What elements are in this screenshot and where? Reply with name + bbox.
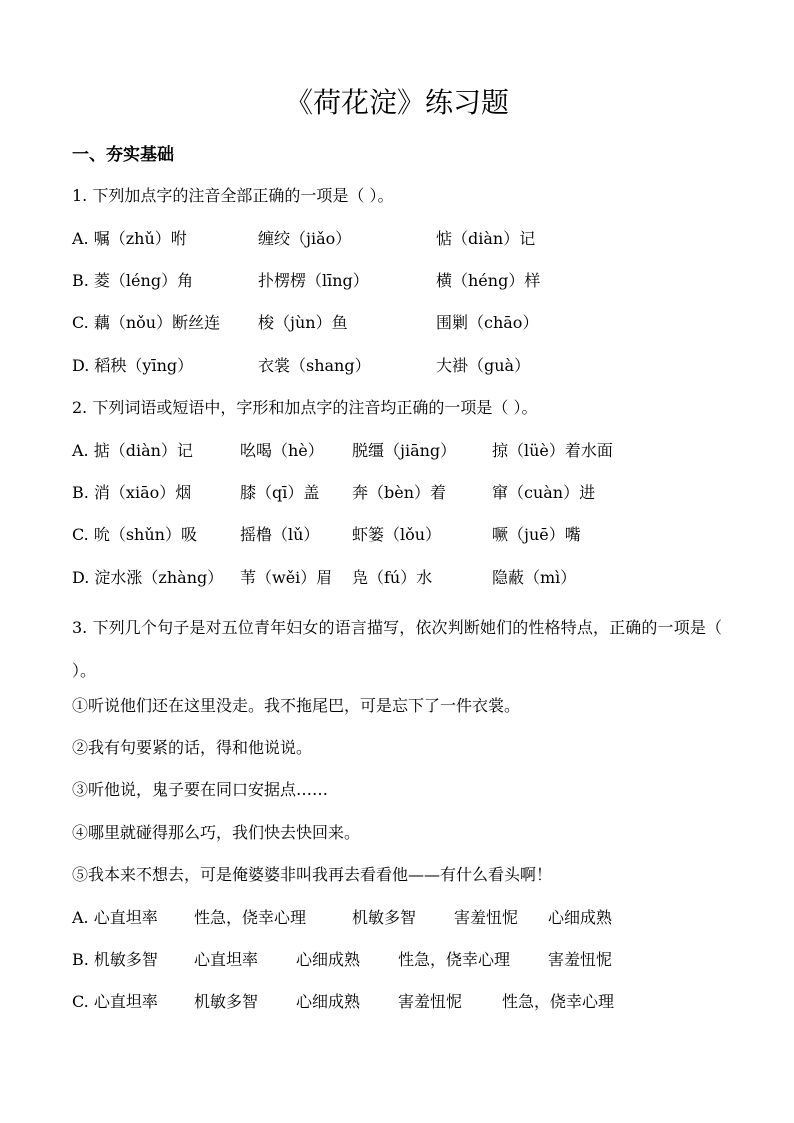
- question-3-sentence-1: ①听说他们还在这里没走。我不拖尾巴，可是忘下了一件衣裳。: [72, 696, 521, 715]
- option-item: D. 淀水涨（zhàng）: [72, 568, 224, 587]
- option-item: 害羞忸怩: [398, 992, 463, 1011]
- question-3-sentence-5: ⑤我本来不想去，可是俺婆婆非叫我再去看看他——有什么看头啊！: [72, 865, 553, 884]
- option-item: 凫（fú）水: [352, 568, 433, 587]
- option-item: 衣裳（shang）: [258, 356, 371, 375]
- option-item: B. 消（xiāo）烟: [72, 483, 192, 502]
- question-3-stem: 3. 下列几个句子是对五位青年妇女的语言描写，依次判断她们的性格特点，正确的一项是（ ）。: [72, 618, 722, 680]
- option-item: B. 菱（léng）角: [72, 271, 194, 290]
- option-item: 心细成熟: [548, 908, 613, 927]
- question-1-stem: 1. 下列加点字的注音全部正确的一项是（ ）。: [72, 186, 394, 205]
- option-item: 心细成熟: [296, 992, 361, 1011]
- option-item: A. 掂（diàn）记: [72, 441, 193, 460]
- option-item: 隐蔽（mì）: [492, 568, 577, 587]
- option-item: 梭（jùn）鱼: [258, 313, 348, 332]
- option-item: 心直坦率: [194, 950, 259, 969]
- option-item: B. 机敏多智: [72, 950, 158, 969]
- option-item: 性急，侥幸心理: [502, 992, 615, 1011]
- option-item: 吆喝（hè）: [240, 441, 324, 460]
- option-item: 大褂（guà）: [436, 356, 531, 375]
- option-item: C. 心直坦率: [72, 992, 158, 1011]
- option-item: 心细成熟: [296, 950, 361, 969]
- option-item: 机敏多智: [352, 908, 417, 927]
- option-item: C. 吮（shǔn）吸: [72, 525, 197, 544]
- option-item: 奔（bèn）着: [352, 483, 447, 502]
- option-item: 脱缰（jiāng）: [352, 441, 457, 460]
- option-item: D. 稻秧（yīng）: [72, 356, 194, 375]
- question-3-sentence-4: ④哪里就碰得那么巧，我们快去快回来。: [72, 823, 361, 842]
- section-heading: 一、夯实基础: [72, 145, 174, 165]
- option-item: 围剿（chāo）: [436, 313, 539, 332]
- question-3-sentence-2: ②我有句要紧的话，得和他说说。: [72, 738, 313, 757]
- option-item: 缠绞（jiǎo）: [258, 229, 352, 248]
- option-item: C. 藕（nǒu）断丝连: [72, 313, 221, 332]
- option-item: 噘（juē）嘴: [492, 525, 581, 544]
- question-3-sentence-3: ③听他说，鬼子要在同口安据点……: [72, 780, 329, 799]
- option-item: 害羞忸怩: [548, 950, 613, 969]
- option-item: 性急，侥幸心理: [194, 908, 307, 927]
- option-item: 膝（qī）盖: [240, 483, 320, 502]
- option-item: 扑楞楞（līng）: [258, 271, 369, 290]
- option-item: A. 心直坦率: [72, 908, 158, 927]
- option-item: 苇（wěi）眉: [240, 568, 333, 587]
- option-item: 摇橹（lǔ）: [240, 525, 320, 544]
- option-item: 害羞忸怩: [454, 908, 519, 927]
- page-title: 《荷花淀》练习题: [284, 86, 509, 119]
- option-item: 窜（cuàn）进: [492, 483, 596, 502]
- option-item: 性急，侥幸心理: [398, 950, 511, 969]
- option-item: 惦（diàn）记: [436, 229, 536, 248]
- question-2-stem: 2. 下列词语或短语中，字形和加点字的注音均正确的一项是（ ）。: [72, 398, 538, 417]
- option-item: 虾篓（lǒu）: [352, 525, 442, 544]
- option-item: 机敏多智: [194, 992, 259, 1011]
- option-item: 掠（lüè）着水面: [492, 441, 613, 460]
- option-item: 横（héng）样: [436, 271, 541, 290]
- option-item: A. 嘱（zhǔ）咐: [72, 229, 187, 248]
